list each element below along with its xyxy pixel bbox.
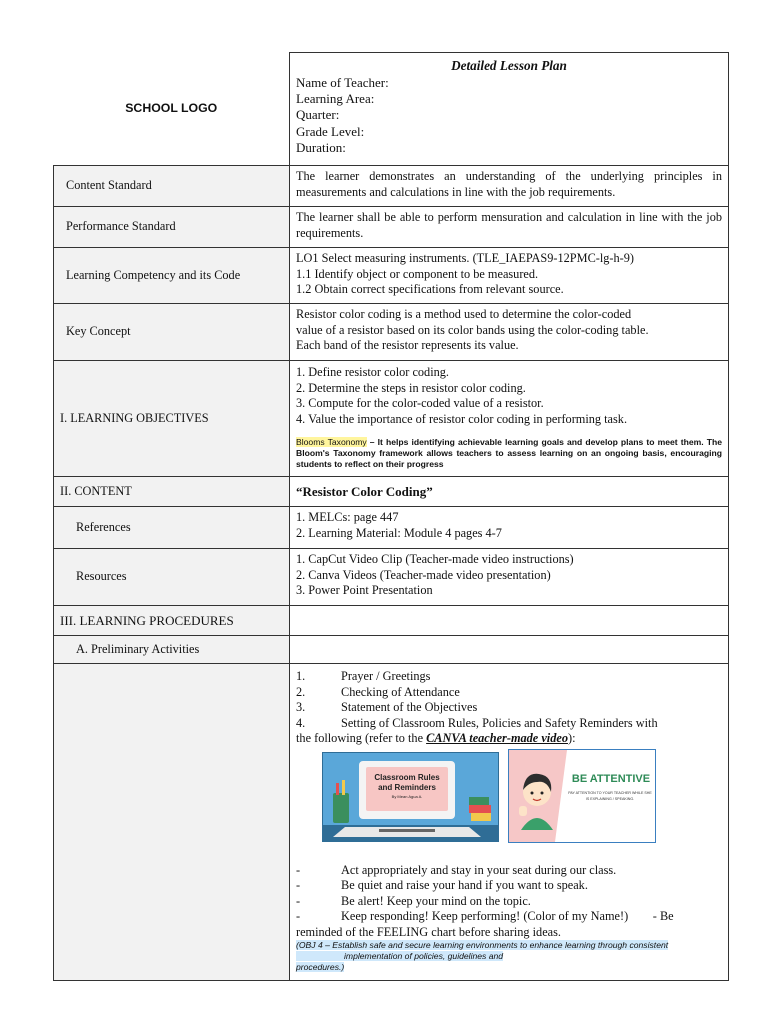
objectives-list bbox=[290, 361, 729, 477]
lesson-plan-table bbox=[53, 52, 729, 981]
resource-item: 2. Canva Videos (Teacher-made video presentation) bbox=[296, 567, 551, 582]
activities-row bbox=[54, 664, 729, 981]
key-concept-row bbox=[54, 304, 729, 361]
preliminary-empty-cell bbox=[290, 636, 729, 664]
objective-item: 3. Compute for the color-coded value of a resistor. bbox=[296, 396, 544, 410]
preliminary-row bbox=[54, 636, 729, 664]
resource-item: 3. Power Point Presentation bbox=[296, 583, 433, 597]
rule-item: - Be quiet and raise your hand if you want to speak. bbox=[296, 878, 588, 892]
competency-label: Learning Competency and its Code bbox=[54, 248, 290, 304]
objective-item: 2. Determine the steps in resistor color coding. bbox=[296, 380, 526, 395]
procedures-empty-cell bbox=[290, 606, 729, 636]
key-concept-line: Each band of the resistor represents its value. bbox=[296, 338, 519, 352]
header-row bbox=[54, 53, 729, 166]
reference-item: 2. Learning Material: Module 4 pages 4-7 bbox=[296, 525, 502, 540]
school-logo-placeholder: SCHOOL LOGO bbox=[54, 53, 290, 166]
be-attentive-subtext: PAY ATTENTION TO YOUR TEACHER WHILE SHE bbox=[568, 790, 652, 795]
rule-item: - Be alert! Keep your mind on the topic. bbox=[296, 893, 531, 908]
plan-title: Detailed Lesson Plan bbox=[451, 58, 567, 73]
content-label: II. CONTENT bbox=[54, 477, 290, 507]
competency-line: 1.2 Obtain correct specifications from relevant source. bbox=[296, 282, 564, 296]
activity-item: 4. Setting of Classroom Rules, Policies and Safety Reminders with bbox=[296, 715, 658, 730]
key-concept-line: value of a resistor based on its color bands using the color-coding table. bbox=[296, 322, 649, 337]
references-row bbox=[54, 507, 729, 549]
blooms-taxonomy-term: Blooms Taxonomy bbox=[296, 437, 367, 447]
rule-item-continued: reminded of the FEELING chart before sharing ideas. bbox=[296, 924, 561, 939]
classroom-rules-slide-image bbox=[322, 752, 499, 842]
reminder-images bbox=[296, 752, 722, 848]
objectives-row bbox=[54, 361, 729, 477]
competency-text bbox=[290, 248, 729, 304]
procedures-row bbox=[54, 606, 729, 636]
rule-item: - Act appropriately and stay in your seat during our class. bbox=[296, 862, 617, 877]
be-attentive-heading: BE ATTENTIVE bbox=[571, 772, 651, 785]
activity-item-continued: the following (refer to the CANVA teacher-made video): bbox=[296, 731, 576, 745]
duration-field: Duration: bbox=[296, 140, 346, 156]
content-standard-row bbox=[54, 166, 729, 207]
activity-item: 2. Checking of Attendance bbox=[296, 684, 460, 699]
grade-level-field: Grade Level: bbox=[296, 123, 365, 139]
procedures-label: III. LEARNING PROCEDURES bbox=[54, 606, 290, 636]
teacher-name-field: Name of Teacher: bbox=[296, 74, 389, 90]
canva-video-link[interactable]: CANVA teacher-made video bbox=[426, 731, 568, 745]
key-concept-text bbox=[290, 304, 729, 361]
resources-row bbox=[54, 549, 729, 606]
resource-item: 1. CapCut Video Clip (Teacher-made video instructions) bbox=[296, 552, 574, 566]
activity-item: 3. Statement of the Objectives bbox=[296, 700, 478, 714]
competency-line: 1.1 Identify object or component to be measured. bbox=[296, 266, 539, 281]
content-standard-label: Content Standard bbox=[54, 166, 290, 207]
learning-area-field: Learning Area: bbox=[296, 90, 375, 106]
slide-byline: By Mean Agua A. bbox=[391, 793, 423, 799]
resources-list bbox=[290, 549, 729, 606]
content-row bbox=[54, 477, 729, 507]
performance-standard-text: The learner shall be able to perform mensuration and calculation in line with the job requirements. bbox=[290, 207, 729, 248]
resources-label: Resources bbox=[54, 549, 290, 606]
performance-standard-row bbox=[54, 207, 729, 248]
key-concept-line: Resistor color coding is a method used to determine the color-coded bbox=[296, 307, 632, 321]
objective-4-note-line: implementation of policies, guidelines and bbox=[296, 951, 503, 961]
activity-item: 1. Prayer / Greetings bbox=[296, 669, 431, 683]
objective-item: 4. Value the importance of resistor color coding in performing task. bbox=[296, 411, 628, 426]
slide-title-line: Classroom Rules bbox=[374, 772, 440, 782]
performance-standard-label: Performance Standard bbox=[54, 207, 290, 248]
objectives-label: I. LEARNING OBJECTIVES bbox=[54, 361, 290, 477]
competency-row bbox=[54, 248, 729, 304]
blooms-taxonomy-text: – It helps identifying achievable learning goals and develop plans to meet them. The Bloom's Taxonomy framework allows teachers to assess learning on an ongoing basis, encouraging students to reflect on their progress bbox=[296, 437, 722, 469]
objective-item: 1. Define resistor color coding. bbox=[296, 365, 449, 379]
objective-4-note-line: (OBJ 4 – Establish safe and secure learning environments to enhance learning through consistent bbox=[296, 940, 669, 950]
key-concept-label: Key Concept bbox=[54, 304, 290, 361]
activities-label-cell bbox=[54, 664, 290, 981]
header-info bbox=[290, 53, 729, 166]
content-standard-text: The learner demonstrates an understanding of the underlying principles in measurements and calculations in line with the job requirements. bbox=[290, 166, 729, 207]
content-topic: “Resistor Color Coding” bbox=[290, 477, 729, 507]
quarter-field: Quarter: bbox=[296, 107, 340, 123]
competency-line: LO1 Select measuring instruments. (TLE_IAEPAS9-12PMC-lg-h-9) bbox=[296, 251, 635, 265]
slide-title-line: and Reminders bbox=[378, 782, 436, 792]
be-attentive-subtext: IS EXPLAINING / SPEAKING. bbox=[585, 796, 635, 801]
rule-item: - Keep responding! Keep performing! (Color of my Name!) - Be bbox=[296, 909, 674, 923]
references-list bbox=[290, 507, 729, 549]
references-label: References bbox=[54, 507, 290, 549]
objective-4-note bbox=[296, 940, 722, 973]
reference-item: 1. MELCs: page 447 bbox=[296, 510, 399, 524]
blooms-taxonomy-note bbox=[296, 437, 722, 470]
objective-4-note-line: procedures.) bbox=[296, 962, 345, 972]
be-attentive-slide-image bbox=[508, 749, 656, 843]
preliminary-label: A. Preliminary Activities bbox=[54, 636, 290, 664]
activities-content bbox=[290, 664, 729, 981]
